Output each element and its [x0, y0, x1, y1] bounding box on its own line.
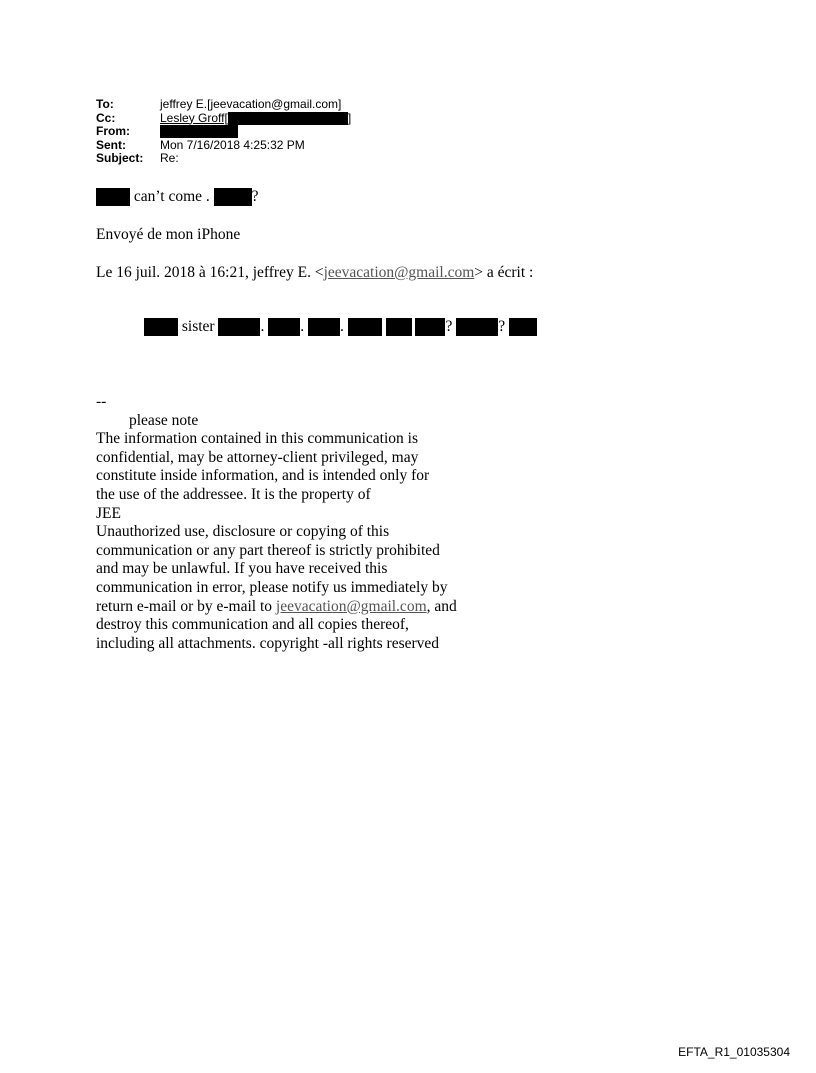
redaction-block — [214, 188, 252, 206]
sent-value: Mon 7/16/2018 4:25:32 PM — [160, 137, 305, 152]
disclaimer-line: the use of the addressee. It is the property of — [96, 485, 371, 503]
disclaimer-line: Unauthorized use, disclosure or copying of this — [96, 523, 390, 541]
question-mark: ? — [498, 318, 506, 335]
please-note: please note — [129, 411, 199, 429]
to-label: To: — [96, 97, 114, 111]
from-label: From: — [96, 124, 130, 138]
redaction-block — [218, 318, 260, 336]
quote-intro — [96, 264, 533, 283]
dot: . — [339, 318, 344, 335]
disclaimer-line: communication or any part thereof is strictly prohibited — [96, 541, 440, 559]
to-row — [96, 98, 351, 112]
disclaimer-line: confidential, may be attorney-client privileged, may — [96, 448, 419, 466]
reply-text: can’t come . — [133, 188, 210, 205]
quote-intro-email-link[interactable]: jeevacation@gmail.com — [323, 264, 475, 281]
disclaimer-line: destroy this communication and all copies thereof, — [96, 616, 409, 634]
disclaimer-line: The information contained in this communication is — [96, 430, 418, 448]
redaction-block — [144, 318, 178, 336]
cc-close: ] — [347, 110, 352, 125]
cc-value: Lesley Groff[ — [160, 110, 228, 125]
reply-question: ? — [251, 188, 259, 205]
redaction-block — [228, 112, 348, 125]
disclaimer-line: constitute inside information, and is intended only for — [96, 467, 430, 485]
redaction-block — [160, 125, 238, 138]
sent-label: Sent: — [96, 137, 126, 152]
return-suffix: , and — [426, 597, 457, 615]
dot: . — [300, 318, 305, 335]
subject-label: Subject: — [96, 151, 144, 165]
cc-label: Cc: — [96, 110, 116, 125]
redaction-block — [308, 318, 340, 336]
redaction-block — [268, 318, 300, 336]
quote-intro-prefix: Le 16 juil. 2018 à 16:21, jeffrey E. < — [96, 264, 324, 281]
redaction-block — [96, 188, 130, 206]
disclaimer-line: and may be unlawful. If you have received this — [96, 560, 388, 578]
redaction-block — [415, 318, 445, 336]
signature-line: Envoyé de mon iPhone — [96, 226, 241, 243]
disclaimer — [96, 393, 457, 653]
disclaimer-return-line — [96, 598, 457, 617]
quote-intro-suffix: > a écrit : — [474, 264, 534, 281]
disclaimer-line: JEE — [96, 504, 121, 522]
sent-row — [96, 139, 351, 153]
redaction-block — [456, 318, 498, 336]
question-mark: ? — [445, 318, 453, 335]
reply-line — [96, 188, 259, 207]
disclaimer-dashes: -- — [96, 393, 107, 410]
to-value: jeffrey E.[jeevacation@gmail.com] — [160, 97, 342, 111]
from-row — [96, 125, 351, 139]
disclaimer-email-link[interactable]: jeevacation@gmail.com — [275, 597, 427, 615]
redaction-block — [348, 318, 382, 336]
redaction-block — [386, 318, 412, 336]
redaction-block — [509, 318, 537, 336]
subject-value: Re: — [160, 151, 179, 165]
email-header — [96, 98, 351, 166]
disclaimer-line: including all attachments. copyright -all rights reserved — [96, 634, 440, 652]
quoted-word: sister — [181, 318, 215, 335]
quoted-line — [144, 318, 537, 337]
subject-row — [96, 152, 351, 166]
cc-value-wrap — [160, 112, 351, 126]
return-prefix: return e-mail or by e-mail to — [96, 597, 276, 615]
document-id: EFTA_R1_01035304 — [678, 1045, 790, 1059]
dot: . — [260, 318, 265, 335]
disclaimer-line: communication in error, please notify us immediately by — [96, 578, 448, 596]
cc-row — [96, 112, 351, 126]
